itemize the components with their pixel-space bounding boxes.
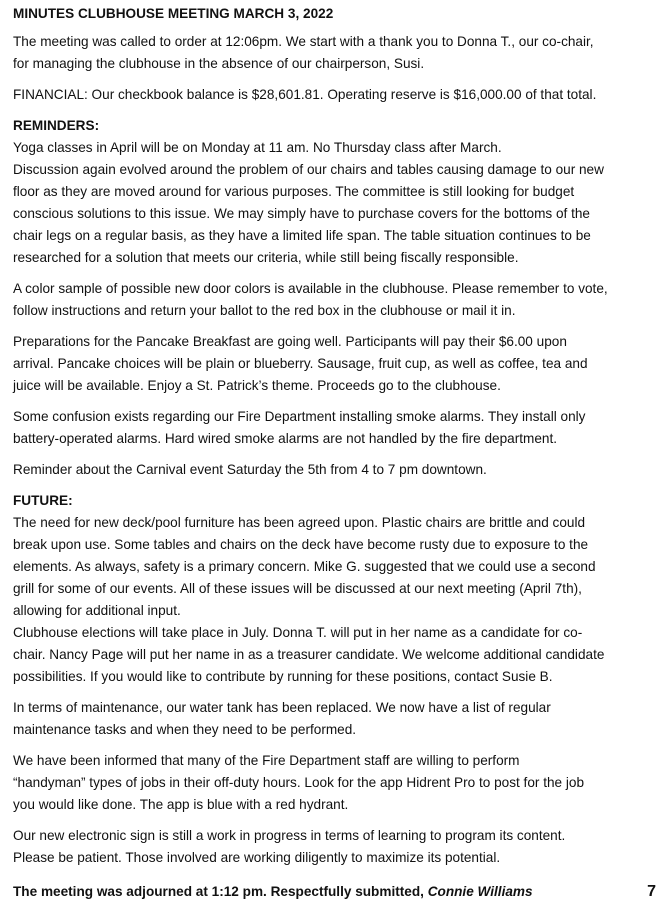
- future-section: [13, 490, 670, 688]
- minutes-document: [13, 0, 670, 903]
- future-heading: FUTURE:: [13, 493, 73, 508]
- smoke-alarms-paragraph: [13, 406, 670, 450]
- text-line: Yoga classes in April will be on Monday at 11 am. No Thursday class after March.: [13, 140, 502, 155]
- text-line: Preparations for the Pancake Breakfast are going well. Participants will pay their $6.00 upon: [13, 334, 567, 349]
- text-line: We have been informed that many of the Fire Department staff are willing to perform: [13, 753, 520, 768]
- text-line: In terms of maintenance, our water tank has been replaced. We now have a list of regular: [13, 700, 551, 715]
- text-line: Some confusion exists regarding our Fire Department installing smoke alarms. They install only: [13, 409, 586, 424]
- text-line: floor as they are moved around for various purposes. The committee is still looking for budget: [13, 184, 575, 199]
- maintenance-paragraph: [13, 697, 670, 741]
- text-line: The need for new deck/pool furniture has been agreed upon. Plastic chairs are brittle and could: [13, 515, 586, 530]
- financial-paragraph: [13, 84, 670, 106]
- text-line: possibilities. If you would like to contribute by running for these positions, contact Susie B.: [13, 669, 553, 684]
- document-title: MINUTES CLUBHOUSE MEETING MARCH 3, 2022: [13, 6, 334, 21]
- text-line: researched for a solution that meets our criteria, while still being fiscally responsible.: [13, 250, 519, 265]
- text-line: battery-operated alarms. Hard wired smoke alarms are not handled by the fire department.: [13, 431, 558, 446]
- text-line: elements. As always, safety is a primary concern. Mike G. suggested that we could use a second: [13, 559, 596, 574]
- door-colors-paragraph: [13, 278, 670, 322]
- text-line: chair legs on a regular basis, as they have a limited life span. The table situation continues to be: [13, 228, 591, 243]
- electronic-sign-paragraph: [13, 825, 670, 869]
- text-line: conscious solutions to this issue. We may simply have to purchase covers for the bottoms of the: [13, 206, 590, 221]
- text-line: maintenance tasks and when they need to be performed.: [13, 722, 357, 737]
- text-line: you would like done. The app is blue with a red hydrant.: [13, 797, 349, 812]
- text-line: “handyman” types of jobs in their off-duty hours. Look for the app Hidrent Pro to post for the job: [13, 775, 585, 790]
- handyman-paragraph: [13, 750, 670, 816]
- pancake-breakfast-paragraph: [13, 331, 670, 397]
- carnival-paragraph: [13, 459, 670, 481]
- reminders-heading: REMINDERS:: [13, 118, 100, 133]
- text-line: follow instructions and return your ballot to the red box in the clubhouse or mail it in.: [13, 303, 516, 318]
- text-line: break upon use. Some tables and chairs on the deck have become rusty due to exposure to the: [13, 537, 589, 552]
- text-line: juice will be available. Enjoy a St. Patrick’s theme. Proceeds go to the clubhouse.: [13, 378, 501, 393]
- text-line: chair. Nancy Page will put her name in as a treasurer candidate. We welcome additional candidate: [13, 647, 605, 662]
- page-number: 7: [647, 883, 656, 900]
- author-name: Connie Williams: [427, 884, 533, 899]
- text-line: Our new electronic sign is still a work in progress in terms of learning to program its content.: [13, 828, 566, 843]
- opening-paragraph: [13, 31, 670, 75]
- text-line: FINANCIAL: Our checkbook balance is $28,601.81. Operating reserve is $16,000.00 of that total.: [13, 87, 597, 102]
- adjournment-text: The meeting was adjourned at 1:12 pm. Respectfully submitted,: [13, 884, 428, 899]
- text-line: allowing for additional input.: [13, 603, 181, 618]
- text-line: Discussion again evolved around the problem of our chairs and tables causing damage to our new: [13, 162, 604, 177]
- reminders-section: [13, 115, 670, 269]
- text-line: arrival. Pancake choices will be plain or blueberry. Sausage, fruit cup, as well as coffee, tea and: [13, 356, 588, 371]
- text-line: A color sample of possible new door colors is available in the clubhouse. Please remember to vote,: [13, 281, 608, 296]
- text-line: grill for some of our events. All of these issues will be discussed at our next meeting (April 7th),: [13, 581, 582, 596]
- text-line: The meeting was called to order at 12:06pm. We start with a thank you to Donna T., our co-chair,: [13, 34, 594, 49]
- text-line: Clubhouse elections will take place in July. Donna T. will put in her name as a candidate for co-: [13, 625, 583, 640]
- text-line: for managing the clubhouse in the absence of our chairperson, Susi.: [13, 56, 425, 71]
- text-line: Reminder about the Carnival event Saturday the 5th from 4 to 7 pm downtown.: [13, 462, 487, 477]
- adjournment-footer: [13, 881, 670, 903]
- text-line: Please be patient. Those involved are working diligently to maximize its potential.: [13, 850, 501, 865]
